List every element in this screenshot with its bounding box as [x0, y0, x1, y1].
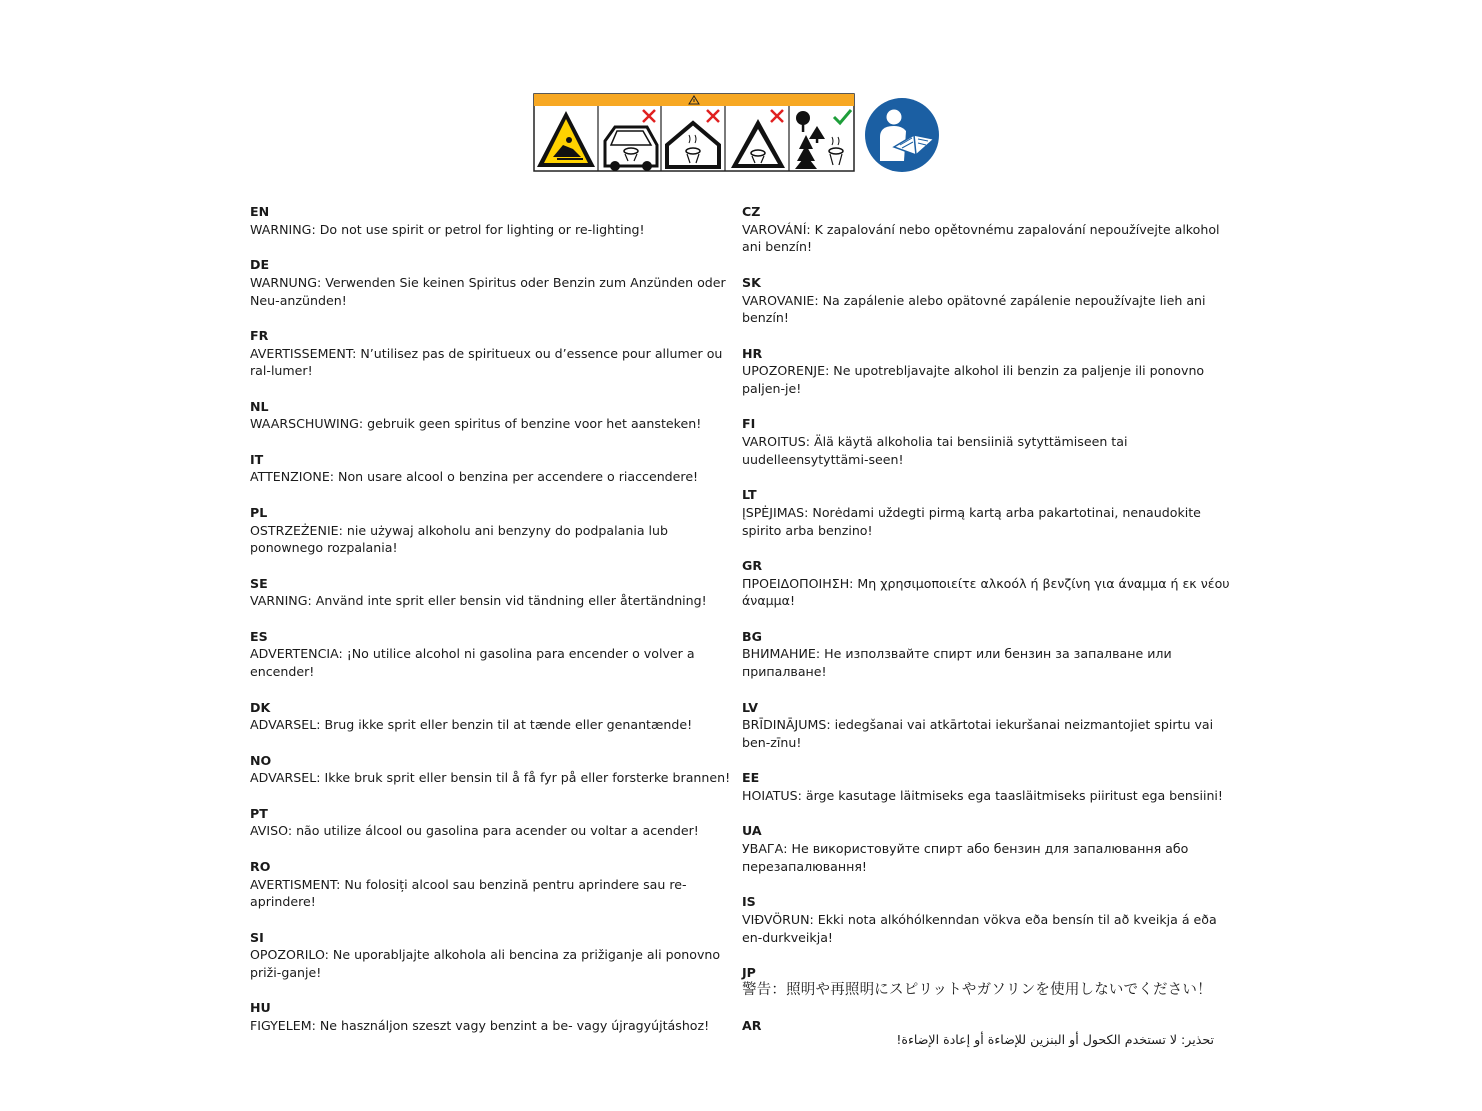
language-code: EN — [250, 204, 270, 219]
language-code: FR — [250, 327, 269, 343]
warning-text: ATTENZIONE: Non usare alcool o benzina per accendere o riaccendere! — [250, 469, 699, 485]
warning-text: تحذير: لا تستخدم الكحول أو البنزين للإضاءة أو إعادة الإضاءة! — [896, 1031, 1214, 1047]
language-code: PL — [250, 504, 268, 520]
warning-text: OPOZORILO: Ne uporabljajte alkohola ali bencina za prižiganje ali ponovno priži-ganje! — [250, 947, 721, 981]
warning-entry-es — [250, 628, 738, 681]
warning-text: WAARSCHUWING: gebruik geen spiritus of benzine voor het aansteken! — [250, 416, 702, 432]
warning-text: AVERTISMENT: Nu folosiți alcool sau benzină pentru aprindere sau re-aprindere! — [250, 876, 687, 910]
warning-entry-ee — [742, 769, 1232, 804]
warning-text: AVERTISSEMENT: N’utilisez pas de spiritueux ou d’essence pour allumer ou ral-lumer! — [250, 345, 723, 379]
warning-entry-no — [250, 752, 738, 787]
language-code: RO — [250, 858, 271, 874]
language-code: NO — [250, 752, 272, 768]
warning-entry-si — [250, 929, 738, 982]
language-code: DK — [250, 699, 271, 715]
language-code: BG — [742, 628, 762, 644]
warning-text: УВАГА: Не використовуйте спирт або бензин для запалювання або перезапалювання! — [742, 841, 1189, 874]
warning-text: UPOZORENJE: Ne upotrebljavajte alkohol ili benzin za paljenje ili ponovno paljen-je! — [742, 363, 1205, 396]
warning-entry-ua — [742, 822, 1232, 875]
warning-entry-is — [742, 893, 1232, 946]
warning-text: VIÐVÖRUN: Ekki nota alkóhólkenndan vökva eða bensín til að kveikja á eða en-durkveikja! — [742, 911, 1217, 945]
warning-text: HOIATUS: ärge kasutage läitmiseks ega taasläitmiseks piiritust ega bensiini! — [742, 788, 1223, 804]
warning-entry-sk — [742, 274, 1232, 327]
language-code: SK — [742, 274, 761, 290]
warning-text: 警告：照明や再照明にスピリットやガソリンを使用しないでください！ — [742, 981, 1212, 998]
language-code: LV — [742, 699, 759, 715]
warning-entry-nl — [250, 398, 738, 433]
language-code: LT — [742, 487, 757, 503]
language-code: HR — [742, 345, 763, 361]
language-code: EE — [742, 770, 760, 786]
language-code: IT — [250, 451, 264, 467]
warning-entry-gr — [742, 557, 1232, 610]
language-code: UA — [742, 823, 762, 839]
language-code: JP — [742, 965, 756, 981]
warning-text: VARNING: Använd inte sprit eller bensin vid tändning eller återtändning! — [250, 593, 707, 609]
warning-text: BRĪDINĀJUMS: iedegšanai vai atkārtotai iekuršanai neizmantojiet spirtu vai ben-zīnu! — [742, 717, 1214, 750]
warning-entry-pt — [250, 805, 738, 840]
language-code: SI — [250, 929, 264, 945]
warning-text: VAROVÁNÍ: K zapalování nebo opětovnému zapalování nepoužívejte alkohol ani benzín! — [742, 221, 1220, 255]
language-code: SE — [250, 575, 268, 591]
warning-text: OSTRZEŻENIE: nie używaj alkoholu ani benzyny do podpalania lub ponownego rozpalania! — [250, 522, 669, 556]
warning-text: WARNUNG: Verwenden Sie keinen Spiritus oder Benzin zum Anzünden oder Neu-anzünden! — [250, 274, 726, 308]
warning-entry-ro — [250, 858, 738, 911]
warning-entry-it — [250, 451, 738, 486]
warning-text: AVISO: não utilize álcool ou gasolina para acender ou voltar a acender! — [250, 823, 699, 839]
warning-text: ADVARSEL: Ikke bruk sprit eller bensin til å få fyr på eller forsterke brannen! — [250, 770, 731, 786]
language-code: CZ — [742, 204, 761, 219]
warning-entry-fi — [742, 415, 1232, 468]
warning-entry-pl — [250, 504, 738, 557]
warning-entry-lv — [742, 699, 1232, 752]
language-code: DE — [250, 257, 270, 273]
warning-text: ADVERTENCIA: ¡No utilice alcohol ni gasolina para encender o volver a encender! — [250, 646, 695, 680]
warning-text: VAROVANIE: Na zapálenie alebo opätovné zapálenie nepoužívajte lieh ani benzín! — [742, 292, 1206, 326]
warning-entry-en — [250, 203, 738, 238]
language-code: NL — [250, 398, 269, 414]
warning-text: VAROITUS: Älä käytä alkoholia tai bensiiniä sytyttämiseen tai uudelleensytyttämi-seen! — [742, 434, 1128, 467]
warning-entry-jp — [742, 964, 1232, 999]
warning-text: ĮSPĖJIMAS: Norėdami uždegti pirmą kartą arba pakartotinai, nenaudokite spirito arba benzino! — [742, 504, 1201, 538]
language-code: AR — [742, 1018, 762, 1034]
warnings-column-left — [250, 203, 738, 1053]
warning-entry-hr — [742, 345, 1232, 398]
language-code: FI — [742, 416, 756, 432]
warning-entry-se — [250, 575, 738, 610]
warning-entry-bg — [742, 628, 1232, 681]
warning-entry-ar — [742, 1017, 1232, 1048]
read-manual-icon — [864, 97, 940, 173]
warning-pictograms — [533, 93, 943, 175]
warning-text: FIGYELEM: Ne használjon szeszt vagy benzint a be- vagy újragyújtáshoz! — [250, 1018, 710, 1034]
language-code: GR — [742, 557, 763, 573]
language-code: PT — [250, 805, 268, 821]
language-code: IS — [742, 894, 756, 910]
warnings-column-right — [742, 203, 1232, 1066]
warning-text: ΠΡΟΕΙΔΟΠΟΙΗΣΗ: Μη χρησιμοποιείτε αλκοόλ ή βενζίνη για άναμμα ή εκ νέου άναμμα! — [742, 575, 1230, 609]
warning-text: ADVARSEL: Brug ikke sprit eller benzin til at tænde eller genantænde! — [250, 717, 693, 733]
warning-entry-cz — [742, 203, 1232, 256]
warning-entry-dk — [250, 699, 738, 734]
warning-label-strip — [533, 93, 855, 173]
warning-entry-de — [250, 256, 738, 309]
language-code: HU — [250, 1000, 271, 1016]
warning-text: ВНИМАНИЕ: Не използвайте спирт или бензин за запалване или припалване! — [742, 646, 1172, 680]
warning-entry-fr — [250, 327, 738, 380]
warning-text: WARNING: Do not use spirit or petrol for lighting or re-lighting! — [250, 221, 645, 237]
warning-entry-hu — [250, 999, 738, 1034]
language-code: ES — [250, 628, 268, 644]
warning-entry-lt — [742, 486, 1232, 539]
